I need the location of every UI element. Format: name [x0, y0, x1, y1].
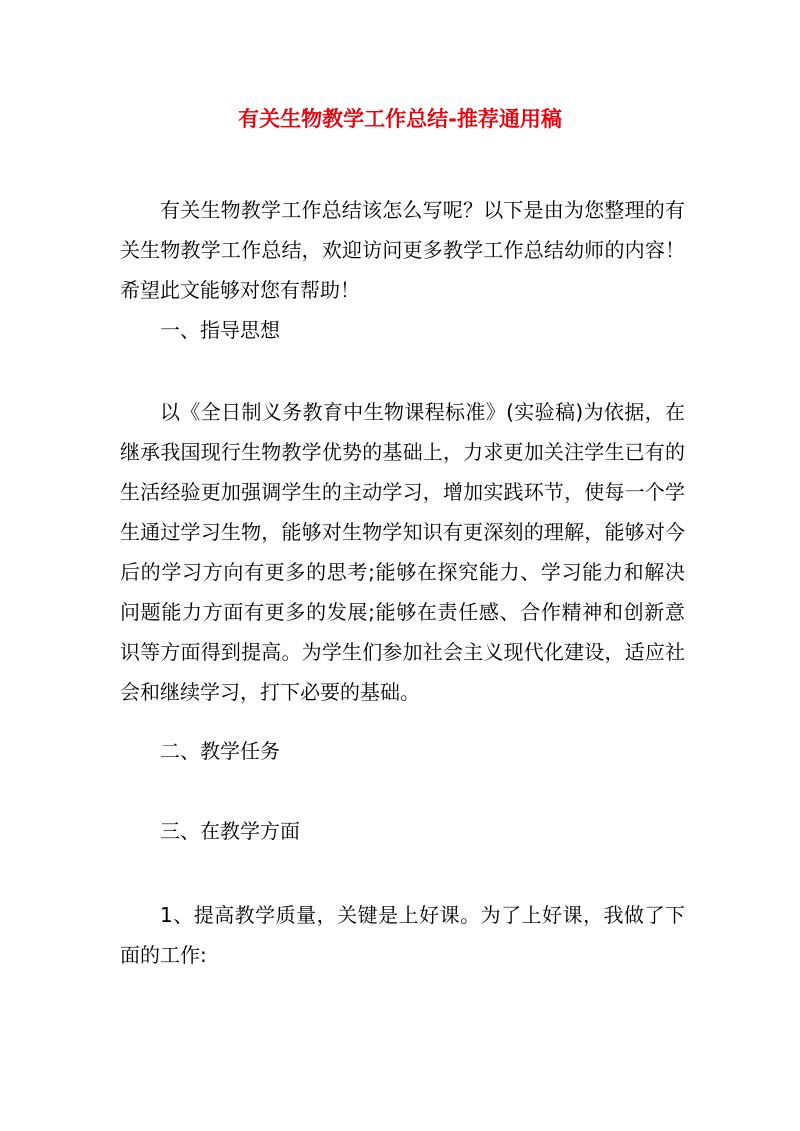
document-title: 有关生物教学工作总结-推荐通用稿: [238, 107, 562, 131]
section-body-guiding-ideology: 以《全日制义务教育中生物课程标准》(实验稿)为依据，在继承我国现行生物教学优势的基础上，力求更加关注学生已有的生活经验更加强调学生的主动学习，增加实践环节，使每一个学生通过学习生物，能够对生物学知识有更深刻的理解，能够对今后的学习方向有更多的思考;能够在探究能力、学习能力和解决问题能力方面有更多的发展;能够在责任感、合作精神和创新意识等方面得到提高。为学生们参加社会主义现代化建设，适应社会和继续学习，打下必要的基础。: [120, 400, 685, 704]
list-item-1: 1、提高教学质量，关键是上好课。为了上好课，我做了下面的工作:: [120, 903, 685, 967]
section-heading-teaching-tasks: 二、教学任务: [160, 739, 280, 763]
section-heading-guiding-ideology: 一、指导思想: [160, 318, 280, 342]
intro-paragraph: 有关生物教学工作总结该怎么写呢？以下是由为您整理的有关生物教学工作总结，欢迎访问更多教学工作总结幼师的内容！希望此文能够对您有帮助！: [120, 198, 685, 302]
section-heading-teaching-aspect: 三、在教学方面: [160, 819, 300, 843]
